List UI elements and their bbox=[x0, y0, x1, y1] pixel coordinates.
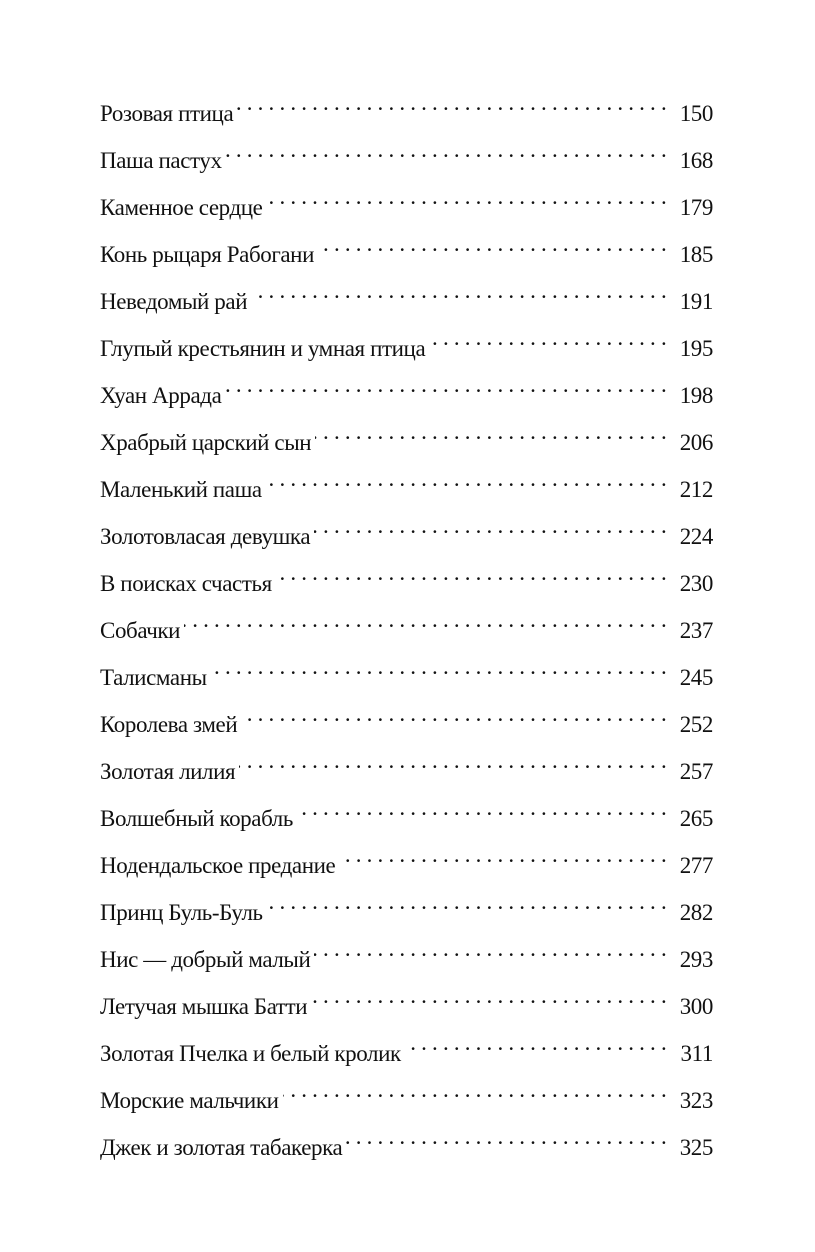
toc-entry[interactable] bbox=[100, 320, 713, 367]
toc-entry-page: 150 bbox=[679, 101, 713, 126]
toc-entry-title: Глупый крестьянин и умная птица bbox=[100, 336, 426, 361]
toc-entry-page: 282 bbox=[679, 900, 713, 925]
toc-entry[interactable] bbox=[100, 461, 713, 508]
toc-entry[interactable] bbox=[100, 508, 713, 555]
toc-entry-page: 277 bbox=[679, 853, 713, 878]
toc-entry-title: Собачки bbox=[100, 618, 181, 643]
toc-entry-title: Королева змей bbox=[100, 712, 238, 737]
dot-leader bbox=[266, 461, 667, 497]
toc-entry-title: Паша пастух bbox=[100, 148, 222, 173]
toc-entry[interactable] bbox=[100, 1119, 713, 1166]
toc-entry-title: Нис — добрый малый bbox=[100, 947, 311, 972]
toc-entry[interactable] bbox=[100, 696, 713, 743]
dot-leader bbox=[283, 1072, 667, 1108]
dot-leader bbox=[267, 884, 667, 920]
toc-entry[interactable] bbox=[100, 367, 713, 414]
toc-entry-page: 252 bbox=[679, 712, 713, 737]
toc-entry-title: Золотая лилия bbox=[100, 759, 236, 784]
toc-entry[interactable] bbox=[100, 1025, 713, 1072]
toc-entry-page: 237 bbox=[679, 618, 713, 643]
toc-entry[interactable] bbox=[100, 414, 713, 461]
toc-entry-page: 311 bbox=[680, 1041, 713, 1066]
toc-entry-page: 300 bbox=[679, 994, 713, 1019]
toc-entry-title: Конь рыцаря Рабогани bbox=[100, 242, 315, 267]
toc-entry-title: Маленький паша bbox=[100, 477, 262, 502]
dot-leader bbox=[211, 649, 667, 685]
dot-leader bbox=[266, 179, 667, 215]
toc-entry[interactable] bbox=[100, 555, 713, 602]
toc-entry-page: 224 bbox=[679, 524, 713, 549]
toc-entry-page: 265 bbox=[679, 806, 713, 831]
toc-entry-page: 257 bbox=[679, 759, 713, 784]
toc-entry-page: 245 bbox=[679, 665, 713, 690]
toc-entry[interactable] bbox=[100, 85, 713, 132]
toc-entry-page: 325 bbox=[679, 1135, 713, 1160]
dot-leader bbox=[405, 1025, 667, 1061]
toc-entry-page: 191 bbox=[679, 289, 713, 314]
toc-entry-title: Принц Буль-Буль bbox=[100, 900, 263, 925]
toc-entry-title: Летучая мышка Батти bbox=[100, 994, 308, 1019]
toc-entry-page: 179 bbox=[679, 195, 713, 220]
toc-entry[interactable] bbox=[100, 837, 713, 884]
toc-entry[interactable] bbox=[100, 226, 713, 273]
toc-entry-title: Розовая птица bbox=[100, 101, 234, 126]
toc-entry-title: В поисках счастья bbox=[100, 571, 272, 596]
toc-entry[interactable] bbox=[100, 978, 713, 1025]
dot-leader bbox=[241, 696, 667, 732]
toc-entry[interactable] bbox=[100, 931, 713, 978]
dot-leader bbox=[311, 978, 667, 1014]
toc-entry[interactable] bbox=[100, 273, 713, 320]
toc-entry-page: 230 bbox=[679, 571, 713, 596]
toc-entry[interactable] bbox=[100, 743, 713, 790]
dot-leader bbox=[315, 414, 667, 450]
dot-leader bbox=[339, 837, 667, 873]
toc-entry-title: Золотая Пчелка и белый кролик bbox=[100, 1041, 401, 1066]
toc-entry-title: Волшебный корабль bbox=[100, 806, 293, 831]
toc-entry-title: Морские мальчики bbox=[100, 1088, 279, 1113]
dot-leader bbox=[346, 1119, 667, 1155]
dot-leader bbox=[237, 85, 667, 121]
toc-entry[interactable] bbox=[100, 132, 713, 179]
toc-entry-title: Нодендальское предание bbox=[100, 853, 336, 878]
dot-leader bbox=[429, 320, 667, 356]
toc-entry-title: Талисманы bbox=[100, 665, 207, 690]
toc-entry[interactable] bbox=[100, 602, 713, 649]
toc-entry[interactable] bbox=[100, 649, 713, 696]
dot-leader bbox=[184, 602, 667, 638]
toc-entry-page: 195 bbox=[679, 336, 713, 361]
dot-leader bbox=[297, 790, 667, 826]
toc-entry-title: Неведомый рай bbox=[100, 289, 248, 314]
toc-entry-title: Хуан Аррада bbox=[100, 383, 222, 408]
toc-entry-page: 168 bbox=[679, 148, 713, 173]
toc-entry-title: Каменное сердце bbox=[100, 195, 263, 220]
dot-leader bbox=[239, 743, 667, 779]
toc-entry-page: 206 bbox=[679, 430, 713, 455]
toc-entry[interactable] bbox=[100, 790, 713, 837]
dot-leader bbox=[314, 508, 667, 544]
dot-leader bbox=[225, 367, 667, 403]
table-of-contents bbox=[100, 85, 713, 1166]
toc-entry-page: 198 bbox=[679, 383, 713, 408]
toc-entry-page: 323 bbox=[679, 1088, 713, 1113]
dot-leader bbox=[314, 931, 667, 967]
toc-entry-title: Джек и золотая табакерка bbox=[100, 1135, 343, 1160]
dot-leader bbox=[318, 226, 667, 262]
toc-entry-page: 185 bbox=[679, 242, 713, 267]
dot-leader bbox=[251, 273, 667, 309]
toc-entry[interactable] bbox=[100, 179, 713, 226]
toc-entry[interactable] bbox=[100, 1072, 713, 1119]
toc-entry-page: 212 bbox=[679, 477, 713, 502]
dot-leader bbox=[276, 555, 667, 591]
dot-leader bbox=[226, 132, 667, 168]
toc-entry-page: 293 bbox=[679, 947, 713, 972]
toc-entry[interactable] bbox=[100, 884, 713, 931]
toc-entry-title: Золотовласая девушка bbox=[100, 524, 311, 549]
toc-entry-title: Храбрый царский сын bbox=[100, 430, 312, 455]
